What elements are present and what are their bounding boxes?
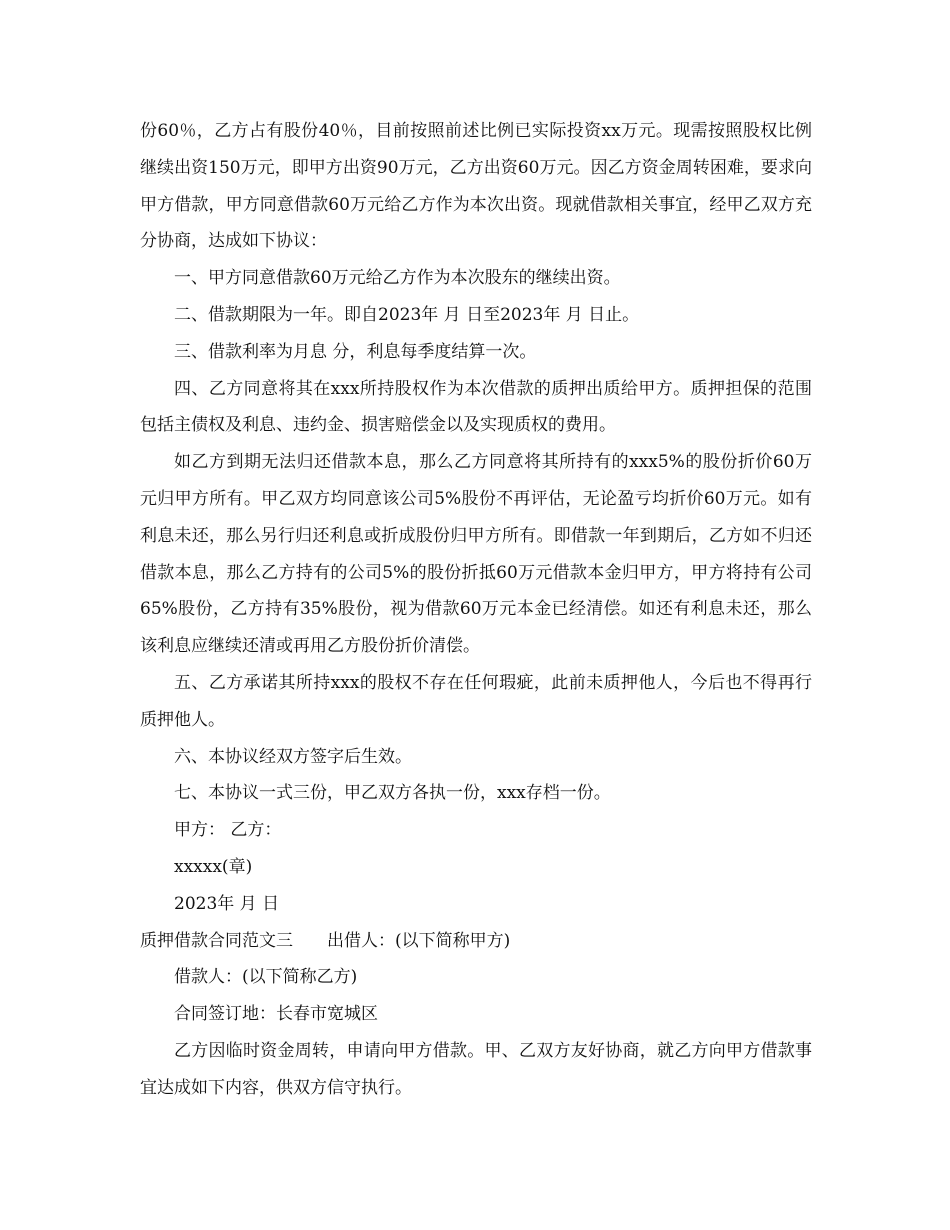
clause-seven: 七、本协议一式三份，甲乙双方各执一份，xxx存档一份。 [174,783,611,804]
clause-six: 六、本协议经双方签字后生效。 [174,746,412,767]
clause-five: 五、乙方承诺其所持xxx的股权不存在任何瑕疵，此前未质押他人，今后也不得再行质押他人。 [140,672,812,730]
clause-four: 四、乙方同意将其在xxx所持股权作为本次借款的质押出质给甲方。质押担保的范围包括主债权及利息、违约金、损害赔偿金以及实现质权的费用。 [140,378,812,436]
document-body [140,113,812,1107]
borrower-line: 借款人：(以下简称乙方) [174,967,358,988]
section-heading-template-three: 质押借款合同范文三 出借人：(以下简称甲方) [140,930,511,951]
signature-parties: 甲方： 乙方： [174,820,282,841]
signature-seal: xxxxx(章) [174,856,253,877]
clause-two: 二、借款期限为一年。即自2023年 月 日至2023年 月 日止。 [174,304,640,325]
paragraph-investment-background: 份60％，乙方占有股份40％，目前按照前述比例已实际投资xx万元。现需按照股权比例继续出资150万元，即甲方出资90万元，乙方出资60万元。因乙方资金周转困难，要求向甲方借款，甲方同意借款60万元给乙方作为本次出资。现就借款相关事宜，经甲乙双方充分协商，达成如下协议： [140,121,812,252]
clause-three: 三、借款利率为月息 分，利息每季度结算一次。 [174,341,537,362]
paragraph-default-terms: 如乙方到期无法归还借款本息，那么乙方同意将其所持有的xxx5%的股份折价60万元归甲方所有。甲乙双方均同意该公司5%股份不再评估，无论盈亏均折价60万元。如有利息未还，那么另行归还利息或折成股份归甲方所有。即借款一年到期后，乙方如不归还借款本息，那么乙方持有的公司5%的股份折抵60万元借款本金归甲方，甲方将持有公司65%股份，乙方持有35%股份，视为借款60万元本金已经清偿。如还有利息未还，那么该利息应继续还清或再用乙方股份折价清偿。 [140,452,812,657]
signing-location: 合同签订地：长春市宽城区 [174,1004,378,1025]
signature-date: 2023年 月 日 [174,893,280,914]
paragraph-loan-purpose: 乙方因临时资金周转，申请向甲方借款。甲、乙双方友好协商，就乙方向甲方借款事宜达成如下内容，供双方信守执行。 [140,1040,812,1098]
clause-one: 一、甲方同意借款60万元给乙方作为本次股东的继续出资。 [174,268,621,289]
